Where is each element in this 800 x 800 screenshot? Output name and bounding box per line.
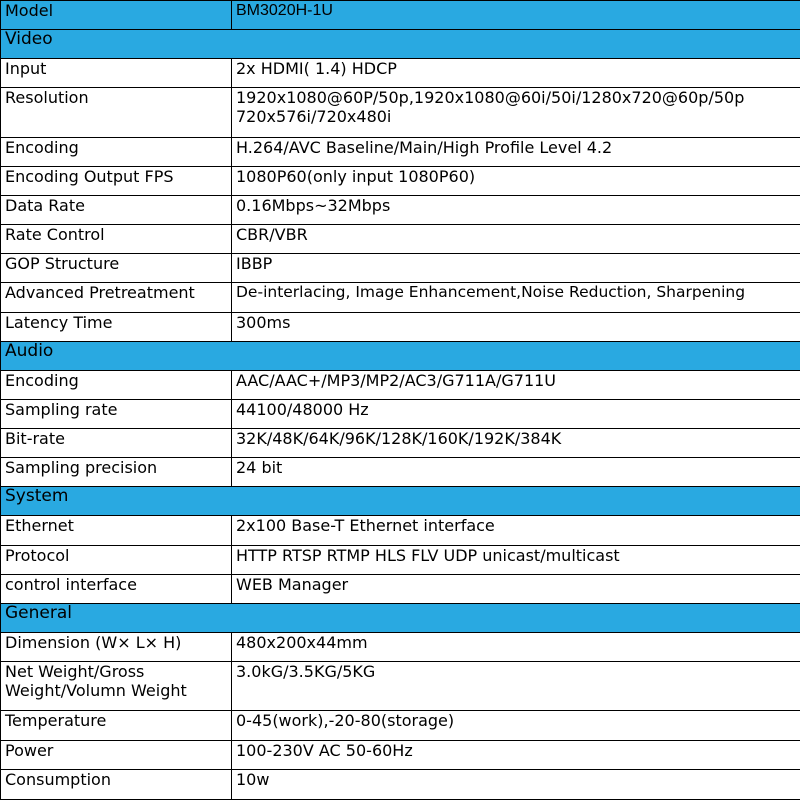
spec-value: 100-230V AC 50-60Hz (232, 740, 800, 769)
table-row (1, 458, 800, 487)
spec-label: Power (1, 740, 232, 769)
spec-value-line: 1920x1080@60P/50p,1920x1080@60i/50i/1280x720@60p/50p (236, 88, 745, 108)
table-row (1, 283, 800, 312)
spec-value: 24 bit (232, 458, 800, 487)
spec-label: control interface (1, 574, 232, 603)
section-header-video (1, 30, 800, 59)
spec-label: Dimension (W× L× H) (1, 633, 232, 662)
table-row (1, 769, 800, 799)
table-row (1, 254, 800, 283)
spec-value: AAC/AAC+/MP3/MP2/AC3/G711A/G711U (232, 370, 800, 399)
spec-value: 32K/48K/64K/96K/128K/160K/192K/384K (232, 429, 800, 458)
table-row (1, 370, 800, 399)
model-value: BM3020H-1U (232, 1, 800, 30)
spec-value: HTTP RTSP RTMP HLS FLV UDP unicast/multicast (232, 545, 800, 574)
table-row (1, 312, 800, 341)
spec-label: Temperature (1, 711, 232, 740)
section-header-system (1, 487, 800, 516)
table-row (1, 662, 800, 711)
spec-value: 3.0kG/3.5KG/5KG (232, 662, 800, 711)
spec-label: Protocol (1, 545, 232, 574)
spec-label: Resolution (1, 88, 232, 137)
spec-value: 480x200x44mm (232, 633, 800, 662)
spec-label: Encoding Output FPS (1, 166, 232, 195)
section-title-video: Video (1, 30, 800, 59)
table-row (1, 711, 800, 740)
spec-label: Input (1, 59, 232, 88)
table-row (1, 59, 800, 88)
table-row (1, 137, 800, 166)
spec-value: 300ms (232, 312, 800, 341)
spec-label: Rate Control (1, 225, 232, 254)
spec-value: WEB Manager (232, 574, 800, 603)
spec-label (1, 662, 232, 711)
spec-label: Advanced Pretreatment (1, 283, 232, 312)
spec-label-line: Net Weight/Gross (5, 662, 145, 682)
spec-value: CBR/VBR (232, 225, 800, 254)
section-title-system: System (1, 487, 800, 516)
spec-value: De-interlacing, Image Enhancement,Noise Reduction, Sharpening (232, 283, 800, 312)
section-title-audio: Audio (1, 341, 800, 370)
spec-label-line: Weight/Volumn Weight (5, 681, 187, 701)
spec-value: 44100/48000 Hz (232, 399, 800, 428)
spec-label: Ethernet (1, 516, 232, 545)
spec-label: Data Rate (1, 195, 232, 224)
table-row (1, 429, 800, 458)
table-row (1, 545, 800, 574)
table-row (1, 88, 800, 137)
spec-label: Encoding (1, 137, 232, 166)
spec-value: 0-45(work),-20-80(storage) (232, 711, 800, 740)
spec-label: Consumption (1, 769, 232, 799)
spec-value-line: 720x576i/720x480i (236, 107, 392, 127)
spec-value: 1080P60(only input 1080P60) (232, 166, 800, 195)
table-row (1, 516, 800, 545)
spec-value: IBBP (232, 254, 800, 283)
spec-label: GOP Structure (1, 254, 232, 283)
spec-value: H.264/AVC Baseline/Main/High Profile Level 4.2 (232, 137, 800, 166)
section-title-general: General (1, 603, 800, 632)
table-row (1, 399, 800, 428)
spec-value (232, 88, 800, 137)
table-row (1, 166, 800, 195)
section-header-general (1, 603, 800, 632)
model-label: Model (1, 1, 232, 30)
table-row (1, 225, 800, 254)
spec-label: Encoding (1, 370, 232, 399)
spec-value: 2x100 Base-T Ethernet interface (232, 516, 800, 545)
table-row (1, 740, 800, 769)
spec-value: 10w (232, 769, 800, 799)
table-row (1, 633, 800, 662)
table-row (1, 574, 800, 603)
spec-label: Latency Time (1, 312, 232, 341)
spec-label: Sampling rate (1, 399, 232, 428)
spec-label: Sampling precision (1, 458, 232, 487)
spec-value: 0.16Mbps~32Mbps (232, 195, 800, 224)
model-row (1, 1, 800, 30)
spec-label: Bit-rate (1, 429, 232, 458)
table-row (1, 195, 800, 224)
spec-value: 2x HDMI( 1.4) HDCP (232, 59, 800, 88)
section-header-audio (1, 341, 800, 370)
